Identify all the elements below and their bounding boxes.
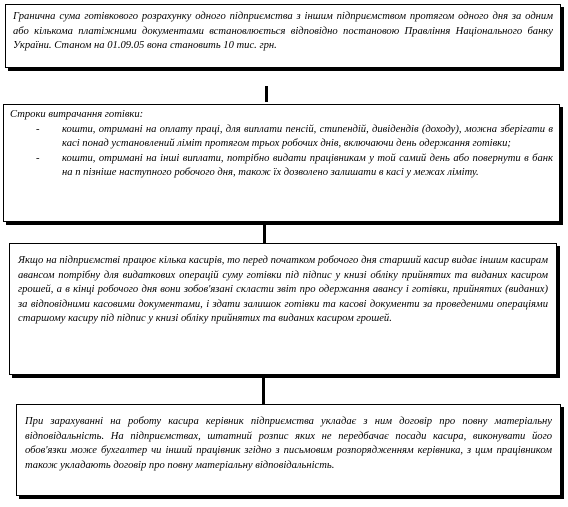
connector-1 — [265, 86, 268, 102]
cashiers-box — [9, 243, 557, 375]
connector-3 — [262, 377, 265, 404]
connector-2 — [263, 223, 266, 243]
list-item-text: кошти, отримані на інші виплати, потрібно видати працівникам у той самий день або повернути в банк на п пізніше наступного робочого дня, також їх дозволено залишати в касі у межах ліміту. — [62, 152, 553, 179]
cashiers-text: Якщо на підприємстві працює кілька касирів, то перед початком робочого дня старший касир видає іншим касирам авансом потрібну для видаткових операцій суму готівки під підпис у книзі обліку прийнятих та виданих касиром грошей, а в кінці робочого дня вони зобов'язані скласти звіт про одержання авансу і готівки, прийнятих (виданих) за відповідними касовими документами, і здати залишок готівки та касові документи за проведеними операціями старшому касиру під підпис у книзі обліку прийнятих та виданих касиром грошей. — [18, 255, 548, 325]
list-marker: - — [36, 123, 40, 135]
hiring-text: При зарахуванні на роботу касира керівник підприємства укладає з ним договір про повну матеріальну відповідальність. На підприємствах, штатний розпис яких не передбачає посади касира, виконувати його обов'язки може бухгалтер чи інший працівник згідно з письмовим розпорядженням керівника, з цим працівником також укладають договір про повну матеріальну відповідальність. — [25, 416, 552, 471]
cash-storage-list — [10, 123, 553, 181]
cash-storage-box — [3, 104, 560, 222]
list-item — [10, 152, 553, 181]
list-item — [10, 123, 553, 152]
list-item-text: кошти, отримані на оплату праці, для виплати пенсій, стипендій, дивідендів (доходу), можна зберігати в касі понад установлений ліміт протягом трьох робочих днів, включаючи день одержання готівки; — [62, 123, 553, 150]
cash-storage-heading: Строки витрачання готівки: — [10, 109, 144, 120]
hiring-box — [16, 404, 561, 496]
cash-limit-box — [5, 4, 561, 68]
cash-limit-text: Гранична сума готівкового розрахунку одного підприємства з іншим підприємством протягом одного дня за одним або кількома платіжними документами встановлюється відповідно постановою Правління Національного банку України. Станом на 01.09.05 вона становить 10 тис. грн. — [13, 11, 553, 52]
list-marker: - — [36, 152, 40, 164]
